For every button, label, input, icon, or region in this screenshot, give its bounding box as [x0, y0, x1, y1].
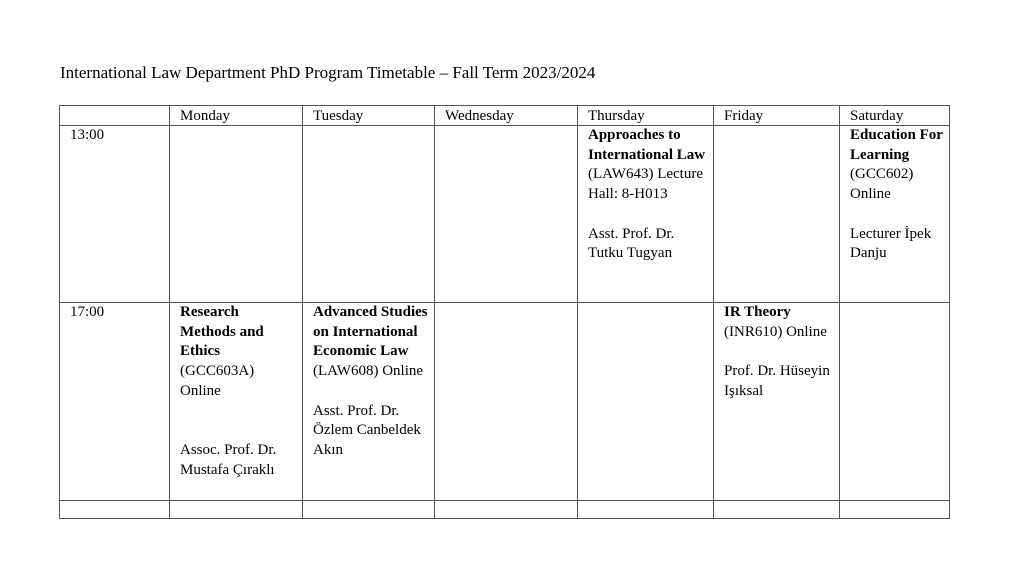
course-lecturer: Prof. Dr. Hüseyin Işıksal — [724, 363, 830, 399]
course-lecturer: Assoc. Prof. Dr. Mustafa Çıraklı — [180, 441, 277, 478]
course-code: (GCC603A) — [180, 363, 255, 380]
course-location: Online — [382, 363, 424, 380]
course-entry — [850, 126, 944, 205]
course-lecturer: Asst. Prof. Dr. Özlem Canbeldek Akın — [313, 402, 421, 458]
course-lecturer: Lecturer İpek Danju — [850, 225, 932, 262]
empty-cell — [303, 501, 435, 519]
course-name: Education For Learning — [850, 127, 943, 163]
cell-wednesday-1700 — [435, 303, 578, 501]
course-location: Online — [850, 186, 891, 203]
course-entry — [588, 126, 708, 205]
empty-cell — [840, 501, 950, 519]
cell-thursday-1300 — [578, 126, 714, 303]
cell-monday-1300 — [170, 126, 303, 303]
course-name: Research Methods and Ethics — [180, 304, 264, 360]
empty-cell — [170, 501, 303, 519]
course-location: Online — [786, 323, 827, 340]
cell-saturday-1700 — [840, 303, 950, 501]
cell-thursday-1700 — [578, 303, 714, 501]
cell-tuesday-1700 — [303, 303, 435, 501]
page-title: International Law Department PhD Program Timetable – Fall Term 2023/2024 — [60, 63, 596, 82]
empty-cell — [60, 501, 170, 519]
course-entry — [313, 303, 429, 382]
header-row — [60, 106, 950, 126]
time-label: 17:00 — [60, 303, 170, 501]
course-entry — [180, 303, 297, 402]
header-day-monday: Monday — [170, 106, 303, 126]
course-entry — [724, 303, 834, 342]
cell-friday-1700 — [714, 303, 840, 501]
time-label: 13:00 — [60, 126, 170, 303]
course-code: (GCC602) — [850, 166, 914, 183]
header-corner-cell — [60, 106, 170, 126]
header-day-saturday: Saturday — [840, 106, 950, 126]
course-name: Advanced Studies on International Economic Law — [313, 304, 428, 360]
course-name: IR Theory — [724, 304, 791, 320]
cell-tuesday-1300 — [303, 126, 435, 303]
header-day-friday: Friday — [714, 106, 840, 126]
timetable — [59, 105, 950, 519]
course-code: (LAW608) — [313, 363, 379, 380]
header-day-wednesday: Wednesday — [435, 106, 578, 126]
cell-saturday-1300 — [840, 126, 950, 303]
course-location: Online — [180, 382, 221, 399]
course-code: (INR610) — [724, 323, 783, 340]
time-row-1300 — [60, 126, 950, 303]
empty-cell — [435, 501, 578, 519]
course-code: (LAW643) — [588, 166, 654, 183]
header-day-tuesday: Tuesday — [303, 106, 435, 126]
course-name: Approaches to International Law — [588, 127, 706, 163]
cell-friday-1300 — [714, 126, 840, 303]
empty-cell — [578, 501, 714, 519]
course-location: Lecture Hall: 8-H013 — [588, 166, 704, 203]
empty-row — [60, 501, 950, 519]
header-day-thursday: Thursday — [578, 106, 714, 126]
time-row-1700 — [60, 303, 950, 501]
cell-monday-1700 — [170, 303, 303, 501]
course-lecturer: Asst. Prof. Dr. Tutku Tugyan — [588, 225, 675, 262]
empty-cell — [714, 501, 840, 519]
cell-wednesday-1300 — [435, 126, 578, 303]
